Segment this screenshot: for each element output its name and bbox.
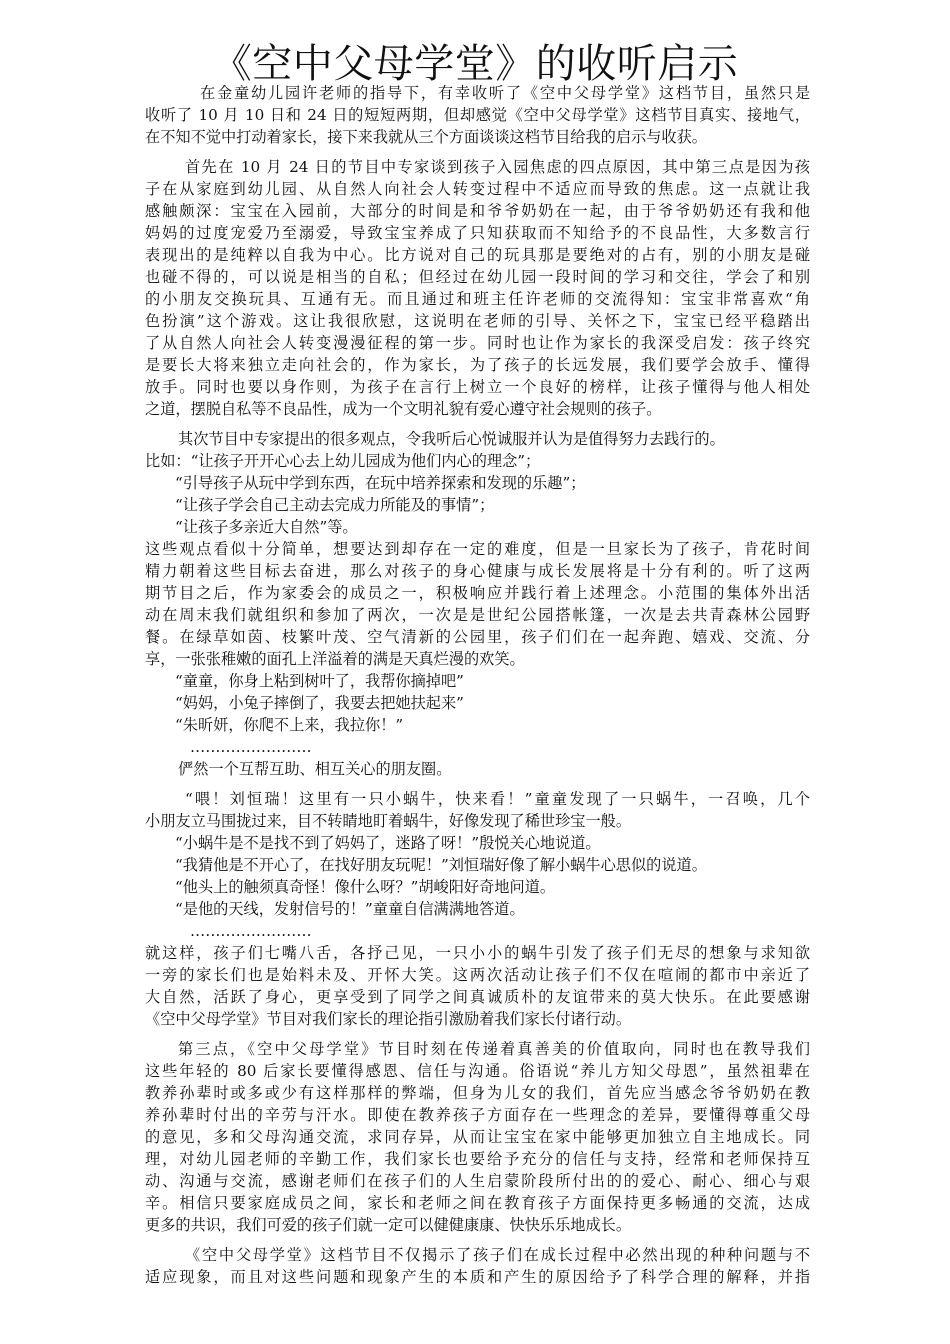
text-line: 养孙辈时付出的辛劳与汗水。即使在教养孩子方面存在一些理念的差异，要懂得尊重父母: [145, 1106, 810, 1124]
text-line: 也碰不得的，可以说是相当的自私；但经过在幼儿园一段时间的学习和交往，学会了和别: [145, 268, 810, 286]
text-line: 在金童幼儿园许老师的指导下，有幸收听了《空中父母学堂》这档节目，虽然只是: [200, 84, 810, 102]
text-line: 妈妈的过度宠爱乃至溺爱，导致宝宝养成了只知获取而不知给予的不良品性，大多数言行: [145, 224, 810, 242]
text-line: 收听了 10 月 10 日和 24 日的短短两期，但却感觉《空中父母学堂》这档节目真实、接地气，: [145, 106, 810, 124]
text-line: 适应现象，而且对这些问题和现象产生的本质和产生的原因给予了科学合理的解释，并指: [145, 1268, 810, 1286]
text-line: 之道，摆脱自私等不良品性，成为一个文明礼貌有爱心遵守社会规则的孩子。: [145, 400, 662, 418]
text-line: 餐。在绿草如茵、枝繁叶茂、空气清新的公园里，孩子们们在一起奔跑、嬉戏、交流、分: [145, 628, 810, 646]
text-line: 其次节目中专家提出的很多观点，令我听后心悦诚服并认为是值得努力去践行的。: [178, 430, 725, 448]
text-line: “童童，你身上粘到树叶了，我帮你摘掉吧”: [175, 672, 464, 690]
text-line: 享，一张张稚嫩的面孔上洋溢着的满是天真烂漫的欢笑。: [145, 650, 525, 668]
text-line: 比如：“让孩子开开心心去上幼儿园成为他们内心的理念”；: [145, 452, 541, 470]
text-line: 动、沟通与交流，感谢老师们在孩子们的人生启蒙阶段所付出的的爱心、耐心、细心与艰: [145, 1172, 810, 1190]
text-line: 就这样，孩子们七嘴八舌，各抒己见，一只小小的蜗牛引发了孩子们无尽的想象与求知欲: [145, 944, 810, 962]
text-line: 了从自然人向社会人转变漫漫征程的第一步。同时也让作为家长的我深受启发：孩子终究: [145, 334, 810, 352]
text-line: “他头上的触须真奇怪！像什么呀？”胡峻阳好奇地问道。: [175, 878, 556, 896]
text-line: 辛。相信只要家庭成员之间，家长和老师之间在教育孩子方面保持更多畅通的交流，达成: [145, 1194, 810, 1212]
text-line: 期节目之后，作为家委会的成员之一，积极响应并践行着上述理念。小范围的集体外出活: [145, 584, 810, 602]
text-line: 《空中父母学堂》这档节目不仅揭示了孩子们在成长过程中必然出现的种种问题与不: [185, 1246, 810, 1264]
text-line: “引导孩子从玩中学到东西，在玩中培养探索和发现的乐趣”；: [175, 474, 586, 492]
text-line: 俨然一个互帮互助、相互关心的朋友圈。: [178, 760, 452, 778]
text-line: 精力朝着这些目标去奋进，那么对孩子的身心健康与成长发展将是十分有利的。听了这两: [145, 562, 810, 580]
text-line: “让孩子多亲近大自然”等。: [175, 518, 358, 536]
text-line: ……………………: [190, 922, 312, 940]
text-line: 子在从家庭到幼儿园、从自然人向社会人转变过程中不适应而导致的焦虑。这一点就让我: [145, 180, 810, 198]
text-line: “妈妈，小兔子摔倒了，我要去把她扶起来”: [175, 694, 464, 712]
text-line: “我猜他是不开心了，在找好朋友玩呢！”刘恒瑞好像了解小蜗牛心思似的说道。: [175, 856, 707, 874]
document-title: 《空中父母学堂》的收听启示: [211, 41, 739, 87]
text-line: “让孩子学会自己主动去完成力所能及的事情”；: [175, 496, 495, 514]
text-line: 动在周末我们就组织和参加了两次，一次是是世纪公园搭帐篷，一次是去共青森林公园野: [145, 606, 810, 624]
text-line: “是他的天线，发射信号的！”童童自信满满地答道。: [175, 900, 525, 918]
text-line: “朱昕妍，你爬不上来，我拉你！”: [175, 716, 404, 734]
text-line: 在不知不觉中打动着家长，接下来我就从三个方面谈谈这档节目给我的启示与收获。: [145, 128, 707, 146]
text-line: 的小朋友交换玩具、互通有无。而且通过和班主任许老师的交流得知：宝宝非常喜欢“角: [145, 290, 810, 308]
text-line: 放手。同时也要以身作则，为孩子在言行上树立一个良好的榜样，让孩子懂得与他人相处: [145, 378, 810, 396]
text-line: 的意见，多和父母沟通交流，求同存异，从而让宝宝在家中能够更加独立自主地成长。同: [145, 1128, 810, 1146]
text-line: 是要长大将来独立走向社会的，作为家长，为了孩子的长远发展，我们要学会放手、懂得: [145, 356, 810, 374]
text-line: 更多的共识，我们可爱的孩子们就一定可以健健康康、快快乐乐地成长。: [145, 1216, 631, 1234]
text-line: 《空中父母学堂》节目对我们家长的理论指引激励着我们家长付诸行动。: [145, 1010, 631, 1028]
text-line: 这些年轻的 80 后家长要懂得感恩、信任与沟通。俗语说“养儿方知父母恩”，虽然祖辈在: [145, 1062, 810, 1080]
text-line: 这些观点看似十分简单，想要达到却存在一定的难度，但是一旦家长为了孩子，肯花时间: [145, 540, 810, 558]
text-line: “喂！刘恒瑞！这里有一只小蜗牛，快来看！”童童发现了一只蜗牛，一召唤，几个: [185, 790, 810, 808]
text-line: 感触颇深：宝宝在入园前，大部分的时间是和爷爷奶奶在一起，由于爷爷奶奶还有我和他: [145, 202, 810, 220]
text-line: “小蜗牛是不是找不到了妈妈了，迷路了呀！”殷悦关心地说道。: [175, 834, 601, 852]
text-line: 小朋友立马围拢过来，目不转睛地盯着蜗牛，好像发现了稀世珍宝一般。: [145, 812, 631, 830]
text-line: 理，对幼儿园老师的辛勤工作，我们家长也要给予充分的信任与支持，经常和老师保持互: [145, 1150, 810, 1168]
text-line: 首先在 10 月 24 日的节目中专家谈到孩子入园焦虑的四点原因，其中第三点是因为孩: [185, 158, 810, 176]
text-line: 表现出的是纯粹以自我为中心。比方说对自己的玩具那是要绝对的占有，别的小朋友是碰: [145, 246, 810, 264]
text-line: 一旁的家长们也是始料未及、开怀大笑。这两次活动让孩子们不仅在喧闹的都市中亲近了: [145, 966, 810, 984]
text-line: 大自然，活跃了身心，更享受到了同学之间真诚质朴的友谊带来的莫大快乐。在此要感谢: [145, 988, 810, 1006]
text-line: 教养孙辈时或多或少有这样那样的弊端，但身为儿女的我们，首先应当感念爷爷奶奶在教: [145, 1084, 810, 1102]
text-line: ……………………: [190, 738, 312, 756]
text-line: 第三点，《空中父母学堂》节目时刻在传递着真善美的价值取向，同时也在教导我们: [178, 1040, 810, 1058]
text-line: 色扮演”这个游戏。这让我很欣慰，这说明在老师的引导、关怀之下，宝宝已经平稳踏出: [145, 312, 810, 330]
